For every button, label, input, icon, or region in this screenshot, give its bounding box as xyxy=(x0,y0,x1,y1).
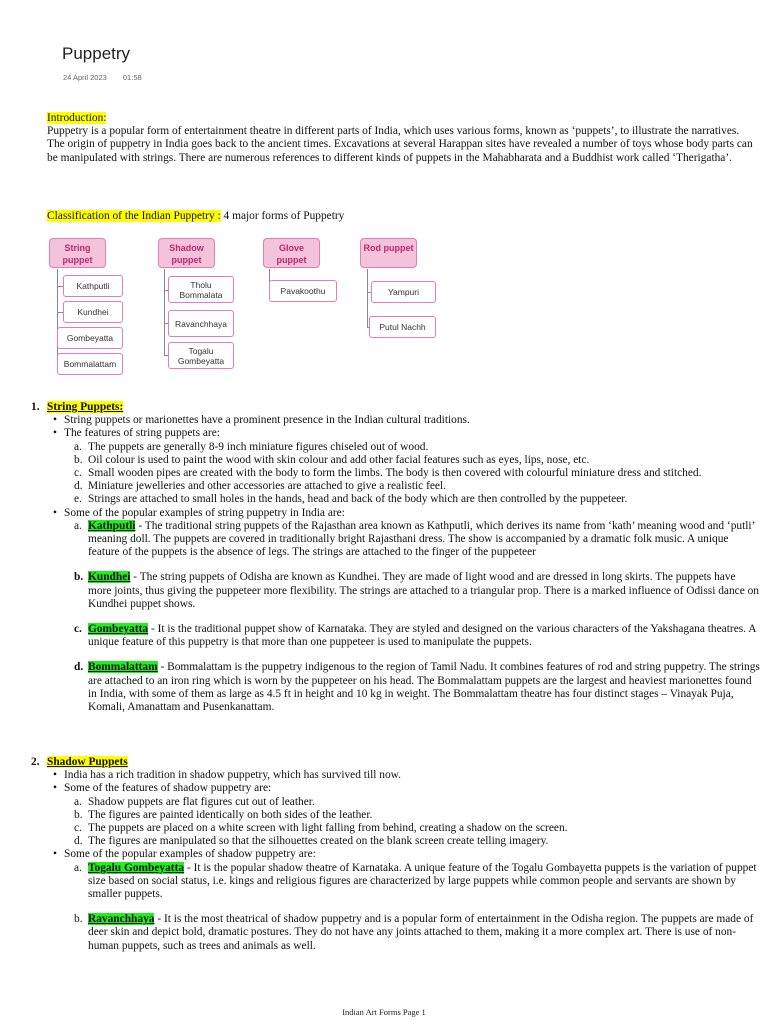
classification-subtext: 4 major forms of Puppetry xyxy=(220,210,345,222)
list-item: e. Strings are attached to small holes in the hands, head and back of the body which are then controlled by the puppeteer. xyxy=(74,493,628,506)
list-item: • String puppets or marionettes have a prominent presence in the Indian cultural traditions. xyxy=(54,414,761,427)
list-item: d. Miniature jewelleries and other accessories are attached to give a realistic feel. xyxy=(74,480,446,493)
page-footer: Indian Art Forms Page 1 xyxy=(342,1007,426,1017)
diagram-item: Tholu Bommalata xyxy=(168,276,234,303)
diagram-item: Yampuri xyxy=(371,281,436,303)
diagram-item: Togalu Gombeyatta xyxy=(168,342,234,369)
diagram-header-shadow: Shadow puppet xyxy=(158,238,215,268)
example-bommalattam: d. Bommalattam - Bommalattam is the puppetry indigenous to the region of Tamil Nadu. It combines features of rod and string puppetry. The strings are attached to an iron ring which is worn by the puppeteer on his head. The Bommalattam puppets are the largest and heaviest marionettes found in India, with some of them as large as 4.5 ft in height and 10 kg in weight. The Bommalattam theatre has four distinct stages – Vinayak Puja, Komali, Amanattam and Pusenkanattam. xyxy=(74,661,760,714)
diagram-header-string: String puppet xyxy=(49,238,106,268)
list-item: • Some of the popular examples of string puppetry in India are: a. Kathputli - The traditional string puppets of the Rajasthan area known as Kathputli, which derives its name from ‘kath’ meaning wood and ‘putli’ meaning doll. The puppets are covered in traditionally bright Rajasthani dress. The show is accompanied by a dramatic folk music. A unique feature of the puppets is the absence of legs. The strings are attached to the finger of the puppeteer b. Kundhei - The string puppets of Odisha are known as Kundhei. They are made of light wood and are dressed in long skirts. The puppets have more joints, thus giving the puppeteer more flexibility. The strings are attached to a triangular prop. There is a marked influence of Odissi dance on Kundhei puppet shows. c. Gombeyatta - It is the traditional puppet show of Karnataka. They are styled and designed on the various characters of the Yakshagana theatres. A unique feature of this puppetry is that more than one puppeteer is used to manipulate the puppets. d. Bommalattam - Bommalattam is the puppetry indigenous to the region of Tamil Nadu. It combines features of rod and string puppetry. The strings are attached to an iron ring which is worn by the puppeteer on his head. The Bommalattam puppets are the largest and heaviest marionettes found in India, with some of them as large as 4.5 ft in height and 10 kg in weight. The Bommalattam theatre has four distinct stages – Vinayak Puja, Komali, Amanattam and Pusenkanattam. xyxy=(54,507,761,715)
section-heading: 1. String Puppets: xyxy=(31,401,124,413)
diagram-item: Pavakoothu xyxy=(269,280,337,302)
diagram-header-glove: Glove puppet xyxy=(263,238,320,268)
list-item: b. Oil colour is used to paint the wood with skin colour and add other facial features such as eyes, lips, nose, etc. xyxy=(74,453,590,466)
example-togalu-gombeyatta: a. Togalu Gombeyatta - It is the popular shadow theatre of Karnataka. A unique feature of the Togalu Gombayetta puppets is the variation of puppet size based on social status, i.e. kings and religious figures are characterized by large puppets while common people and servants are shown by smaller puppets. xyxy=(74,861,757,901)
example-kathputli: a. Kathputli - The traditional string puppets of the Rajasthan area known as Kathputli, which derives its name from ‘kath’ meaning wood and ‘putli’ meaning doll. The puppets are covered in traditionally bright Rajasthani dress. The show is accompanied by a dramatic folk music. A unique feature of the puppets is the absence of legs. The strings are attached to the finger of the puppeteer xyxy=(74,519,755,559)
diagram-item: Ravanchhaya xyxy=(168,310,234,337)
diagram-item: Putul Nachh xyxy=(369,316,436,338)
diagram-connector xyxy=(57,269,58,364)
list-item: a. Shadow puppets are flat figures cut out of leather. xyxy=(74,795,315,808)
diagram-item: Gombeyatta xyxy=(57,327,123,349)
classification-line xyxy=(47,210,344,223)
section-heading: 2. Shadow Puppets xyxy=(31,756,128,768)
diagram-item: Kundhei xyxy=(63,301,123,323)
example-ravanchhaya: b. Ravanchhaya - It is the most theatrical of shadow puppetry and is a popular form of entertainment in the Odisha region. The puppets are made of deer skin and depict bold, dramatic postures. They do not have any joints attached to them, making it a more complex art. There is use of non-human puppets, such as trees and animals as well. xyxy=(74,913,754,952)
page-meta xyxy=(63,71,156,84)
example-gombeyatta: c. Gombeyatta - It is the traditional puppet show of Karnataka. They are styled and designed on the various characters of the Yakshagana theatres. A unique feature of this puppetry is that more than one puppeteer is used to manipulate the puppets. xyxy=(74,623,756,649)
list-item: b. The figures are painted identically on both sides of the leather. xyxy=(74,808,373,821)
list-item: • The features of string puppets are: a. The puppets are generally 8-9 inch miniature figures chiseled out of wood. b. Oil colour is used to paint the wood with skin colour and add other facial features such as eyes, lips, nose, etc. c. Small wooden pipes are created with the body to form the limbs. The body is then covered with colourful miniature dress and stitched. d. Miniature jewelleries and other accessories are attached to give a realistic feel. e. Strings are attached to small holes in the hands, head and back of the body which are then controlled by the puppeteer. xyxy=(54,427,761,506)
list-item: c. The puppets are placed on a white screen with light falling from behind, creating a shadow on the screen. xyxy=(74,822,568,835)
string-puppets-section xyxy=(31,401,761,714)
page-title: Puppetry xyxy=(62,44,131,63)
introduction-heading: Introduction: xyxy=(47,112,107,124)
diagram-header-rod: Rod puppet xyxy=(360,238,417,268)
list-item: c. Small wooden pipes are created with the body to form the limbs. The body is then covered with colourful miniature dress and stitched. xyxy=(74,467,702,480)
introduction-section xyxy=(47,112,759,165)
diagram-connector xyxy=(367,269,368,327)
list-item: • Some of the popular examples of shadow puppetry are: a. Togalu Gombeyatta - It is the popular shadow theatre of Karnataka. A unique feature of the Togalu Gombayetta puppets is the variation of puppet size based on social status, i.e. kings and religious figures are characterized by large puppets while common people and servants are shown by smaller puppets. b. Ravanchhaya - It is the most theatrical of shadow puppetry and is a popular form of entertainment in the Odisha region. The puppets are made of deer skin and depict bold, dramatic postures. They do not have any joints attached to them, making it a more complex art. There is use of non-human puppets, such as trees and animals as well. xyxy=(54,848,761,952)
example-kundhei: b. Kundhei - The string puppets of Odisha are known as Kundhei. They are made of light wood and are dressed in long skirts. The puppets have more joints, thus giving the puppeteer more flexibility. The strings are attached to a triangular prop. There is a marked influence of Odissi dance on Kundhei puppet shows. xyxy=(74,571,760,610)
page-time: 01:58 xyxy=(122,73,142,82)
classification-heading: Classification of the Indian Puppetry : xyxy=(47,210,221,222)
list-item: a. The puppets are generally 8-9 inch miniature figures chiseled out of wood. xyxy=(74,440,429,453)
page-date: 24 April 2023 xyxy=(63,73,107,82)
shadow-puppets-section xyxy=(31,756,761,953)
diagram-item: Bommalattam xyxy=(57,353,123,375)
classification-diagram xyxy=(47,236,447,376)
list-item: • Some of the features of shadow puppetry are: a. Shadow puppets are flat figures cut out of leather. b. The figures are painted identically on both sides of the leather. c. The puppets are placed on a white screen with light falling from behind, creating a shadow on the screen. d. The figures are manipulated so that the silhouettes created on the blank screen create telling imagery. xyxy=(54,782,761,848)
list-item: d. The figures are manipulated so that the silhouettes created on the blank screen create telling imagery. xyxy=(74,835,549,848)
diagram-item: Kathputli xyxy=(63,275,123,297)
diagram-connector xyxy=(164,269,165,355)
introduction-text: Puppetry is a popular form of entertainment theatre in different parts of India, which uses various forms, known as ‘puppets’, to illustrate the narratives. The origin of puppetry in India goes back to the ancient times. Excavations at several Harappan sites have revealed a number of toys whose body parts can be manipulated with strings. There are numerous references to different kinds of puppets in the Mahabharata and a Buddhist work called ‘Therigatha’. xyxy=(47,125,753,164)
list-item: • India has a rich tradition in shadow puppetry, which has survived till now. xyxy=(54,769,761,782)
